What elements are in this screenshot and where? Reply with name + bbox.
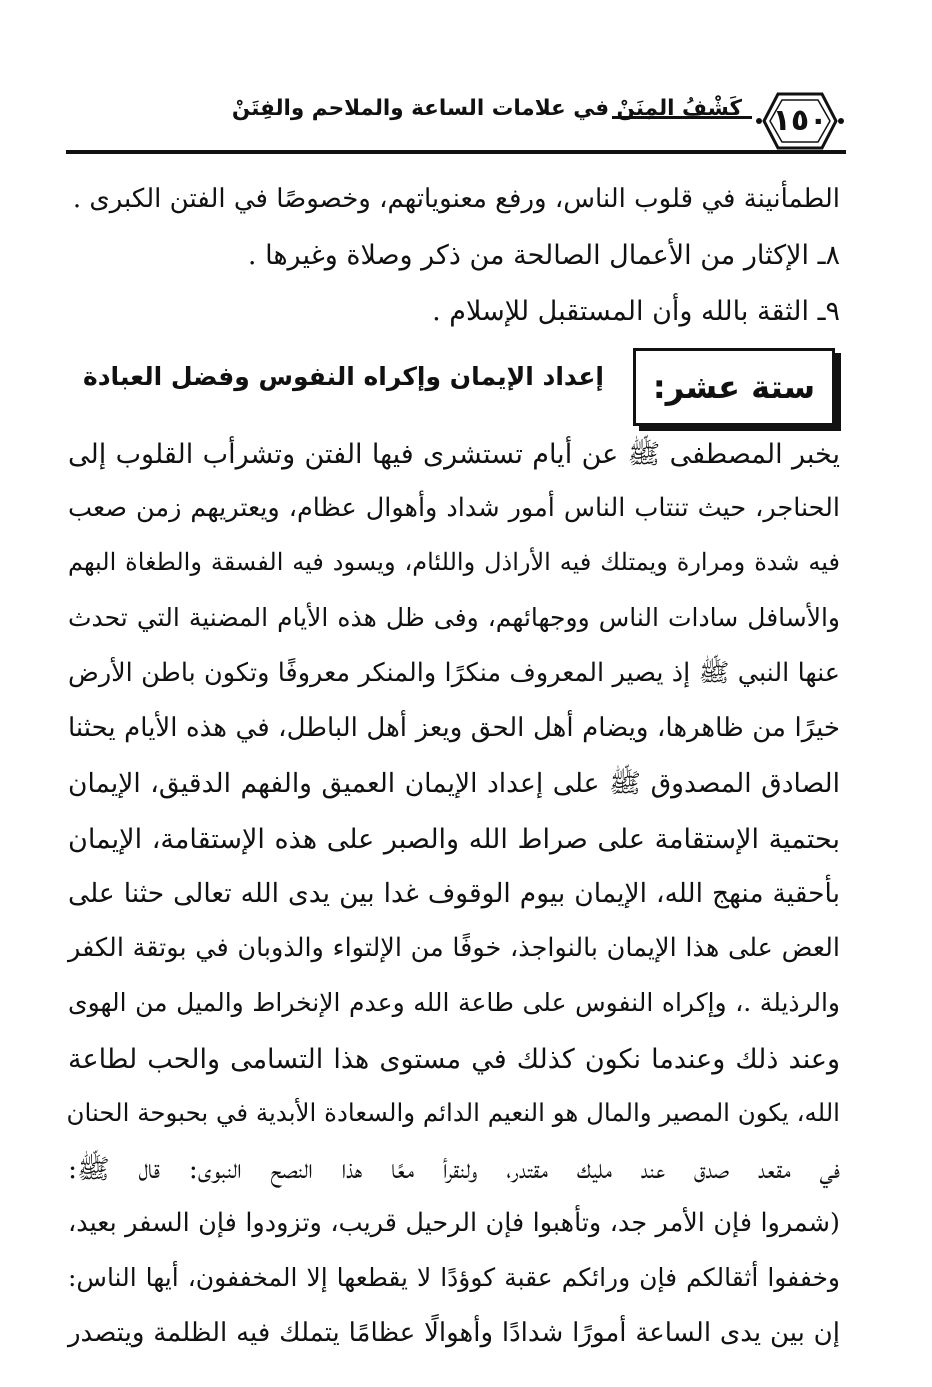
paragraph-line: يخبر المصطفى ﷺ عن أيام تستشرى فيها الفتن وتشرأب القلوب إلى <box>68 439 840 470</box>
page-header <box>66 88 846 154</box>
header-rule <box>66 150 846 154</box>
paragraph-line: بحتمية الإستقامة على صراط الله والصبر على هذه الإستقامة، الإيمان <box>68 824 840 855</box>
intro-line-3: ٩ـ الثقة بالله وأن المستقبل للإسلام . <box>432 296 840 327</box>
paragraph-line: والرذيلة .، وإكراه النفوس على طاعة الله وعدم الإنخراط والميل من الهوى <box>68 988 840 1017</box>
paragraph-line: (شمروا فإن الأمر جد، وتأهبوا فإن الرحيل قريب، وتزودوا فإن السفر بعيد، <box>68 1208 840 1238</box>
paragraph-line: خيرًا من ظاهرها، ويضام أهل الحق ويعز أهل الباطل، في هذه الأيام يحثنا <box>68 713 840 743</box>
paragraph-line: في مقعد صدق عند مليك مقتدر، ولنقرأ معًا هذا النصح النبوى: قال ﷺ: <box>68 1154 840 1185</box>
intro-line-1: الطمأنينة في قلوب الناس، ورفع معنوياتهم، وخصوصًا في الفتن الكبرى . <box>72 184 840 214</box>
paragraph-line: الله، يكون المصير والمال هو النعيم الدائم والسعادة الأبدية في بحبوحة الحنان <box>66 1098 840 1127</box>
page-number: ١٥٠ <box>772 103 828 138</box>
paragraph-line: وعند ذلك وعندما نكون كذلك في مستوى هذا التسامى والحب لطاعة <box>68 1044 840 1075</box>
page-number-badge <box>754 88 846 154</box>
paragraph-line: العض على هذا الإيمان بالنواجذ، خوفًا من الإلتواء والذوبان في بوتقة الكفر <box>68 933 840 963</box>
intro-line-2: ٨ـ الإكثار من الأعمال الصالحة من ذكر وصلاة وغيرها . <box>247 240 840 271</box>
running-title: كَشْفُ المِنَنْ في علامات الساعة والملاحم والفِتَنْ <box>231 96 742 121</box>
paragraph-line: والأسافل سادات الناس ووجهائهم، وفى ظل هذه الأيام المضنية التي تحدث <box>68 603 840 632</box>
paragraph-line: الحناجر، حيث تنتاب الناس أمور شداد وأهوال عظام، ويعتريهم زمن صعب <box>68 493 840 523</box>
section-title: إعداد الإيمان وإكراه النفوس وفضل العبادة <box>82 362 604 391</box>
section-number-label: ستة عشر: <box>652 368 816 406</box>
paragraph-line: وخففوا أثقالكم فإن ورائكم عقبة كوؤدًا لا يقطعها إلا المخففون، أيها الناس: <box>68 1263 840 1292</box>
paragraph-line: عنها النبي ﷺ إذ يصير المعروف منكرًا والمنكر معروفًا وتكون باطن الأرض <box>68 658 840 688</box>
paragraph-line: بأحقية منهج الله، الإيمان بيوم الوقوف غدا بين يدى الله تعالى حثنا على <box>68 878 840 909</box>
paragraph-line: فيه شدة ومرارة ويمتلك فيه الأراذل واللئام، ويسود فيه الفسقة والطغاة البهم <box>68 548 840 576</box>
paragraph-line: إن بين يدى الساعة أمورًا شدادًا وأهوالًا عظامًا يتملك فيه الظلمة ويتصدر <box>68 1318 840 1348</box>
paragraph-line: الصادق المصدوق ﷺ على إعداد الإيمان العميق والفهم الدقيق، الإيمان <box>68 768 840 799</box>
section-number-box <box>633 348 835 426</box>
